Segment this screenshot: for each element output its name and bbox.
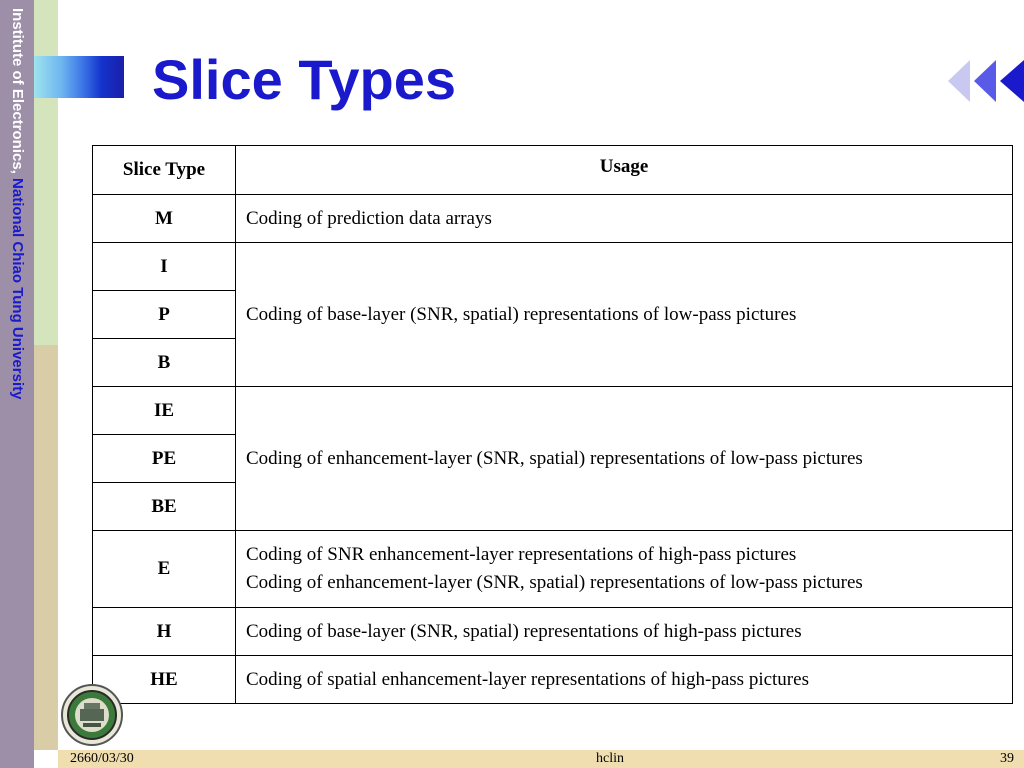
slice-type-cell: B <box>93 339 236 387</box>
usage-cell: Coding of base-layer (SNR, spatial) representations of high-pass pictures <box>236 608 1013 656</box>
slice-type-cell: PE <box>93 435 236 483</box>
green-strip <box>34 0 58 345</box>
footer-date: 2660/03/30 <box>70 751 134 766</box>
table-row <box>93 195 1013 243</box>
footer-bar <box>58 750 1024 768</box>
usage-cell: Coding of base-layer (SNR, spatial) representations of low-pass pictures <box>236 243 1013 387</box>
institution-vertical-label <box>3 8 31 578</box>
table-row <box>93 387 1013 435</box>
page-number: 39 <box>1000 751 1014 766</box>
slice-type-cell: E <box>93 531 236 608</box>
usage-cell: Coding of prediction data arrays <box>236 195 1013 243</box>
table-row <box>93 531 1013 608</box>
table-row <box>93 243 1013 291</box>
table-header-row <box>93 146 1013 195</box>
slice-type-cell: HE <box>93 656 236 704</box>
university-text: National Chiao Tung University <box>9 178 26 400</box>
header-slice-type: Slice Type <box>93 146 236 195</box>
footer-author: hclin <box>596 751 624 766</box>
university-seal-icon <box>60 683 124 747</box>
slice-type-cell: BE <box>93 483 236 531</box>
header-usage: Usage <box>236 146 1013 195</box>
usage-line: Coding of enhancement-layer (SNR, spatial) representations of low-pass pictures <box>246 572 863 593</box>
slice-type-cell: IE <box>93 387 236 435</box>
usage-cell: Coding of spatial enhancement-layer representations of high-pass pictures <box>236 656 1013 704</box>
table-row <box>93 656 1013 704</box>
slice-type-cell: H <box>93 608 236 656</box>
slice-type-cell: I <box>93 243 236 291</box>
institute-text: Institute of Electronics, <box>9 8 26 179</box>
slice-types-table <box>92 145 1013 704</box>
table-row <box>93 608 1013 656</box>
slide-title: Slice Types <box>152 48 457 111</box>
slice-type-cell: M <box>93 195 236 243</box>
usage-cell: Coding of enhancement-layer (SNR, spatial) representations of low-pass pictures <box>236 387 1013 531</box>
slice-type-cell: P <box>93 291 236 339</box>
tan-strip <box>34 345 58 750</box>
title-gradient-bar <box>34 56 124 98</box>
usage-cell <box>236 531 1013 608</box>
back-arrows-icon[interactable] <box>946 58 1024 104</box>
usage-line: Coding of SNR enhancement-layer representations of high-pass pictures <box>246 544 797 565</box>
